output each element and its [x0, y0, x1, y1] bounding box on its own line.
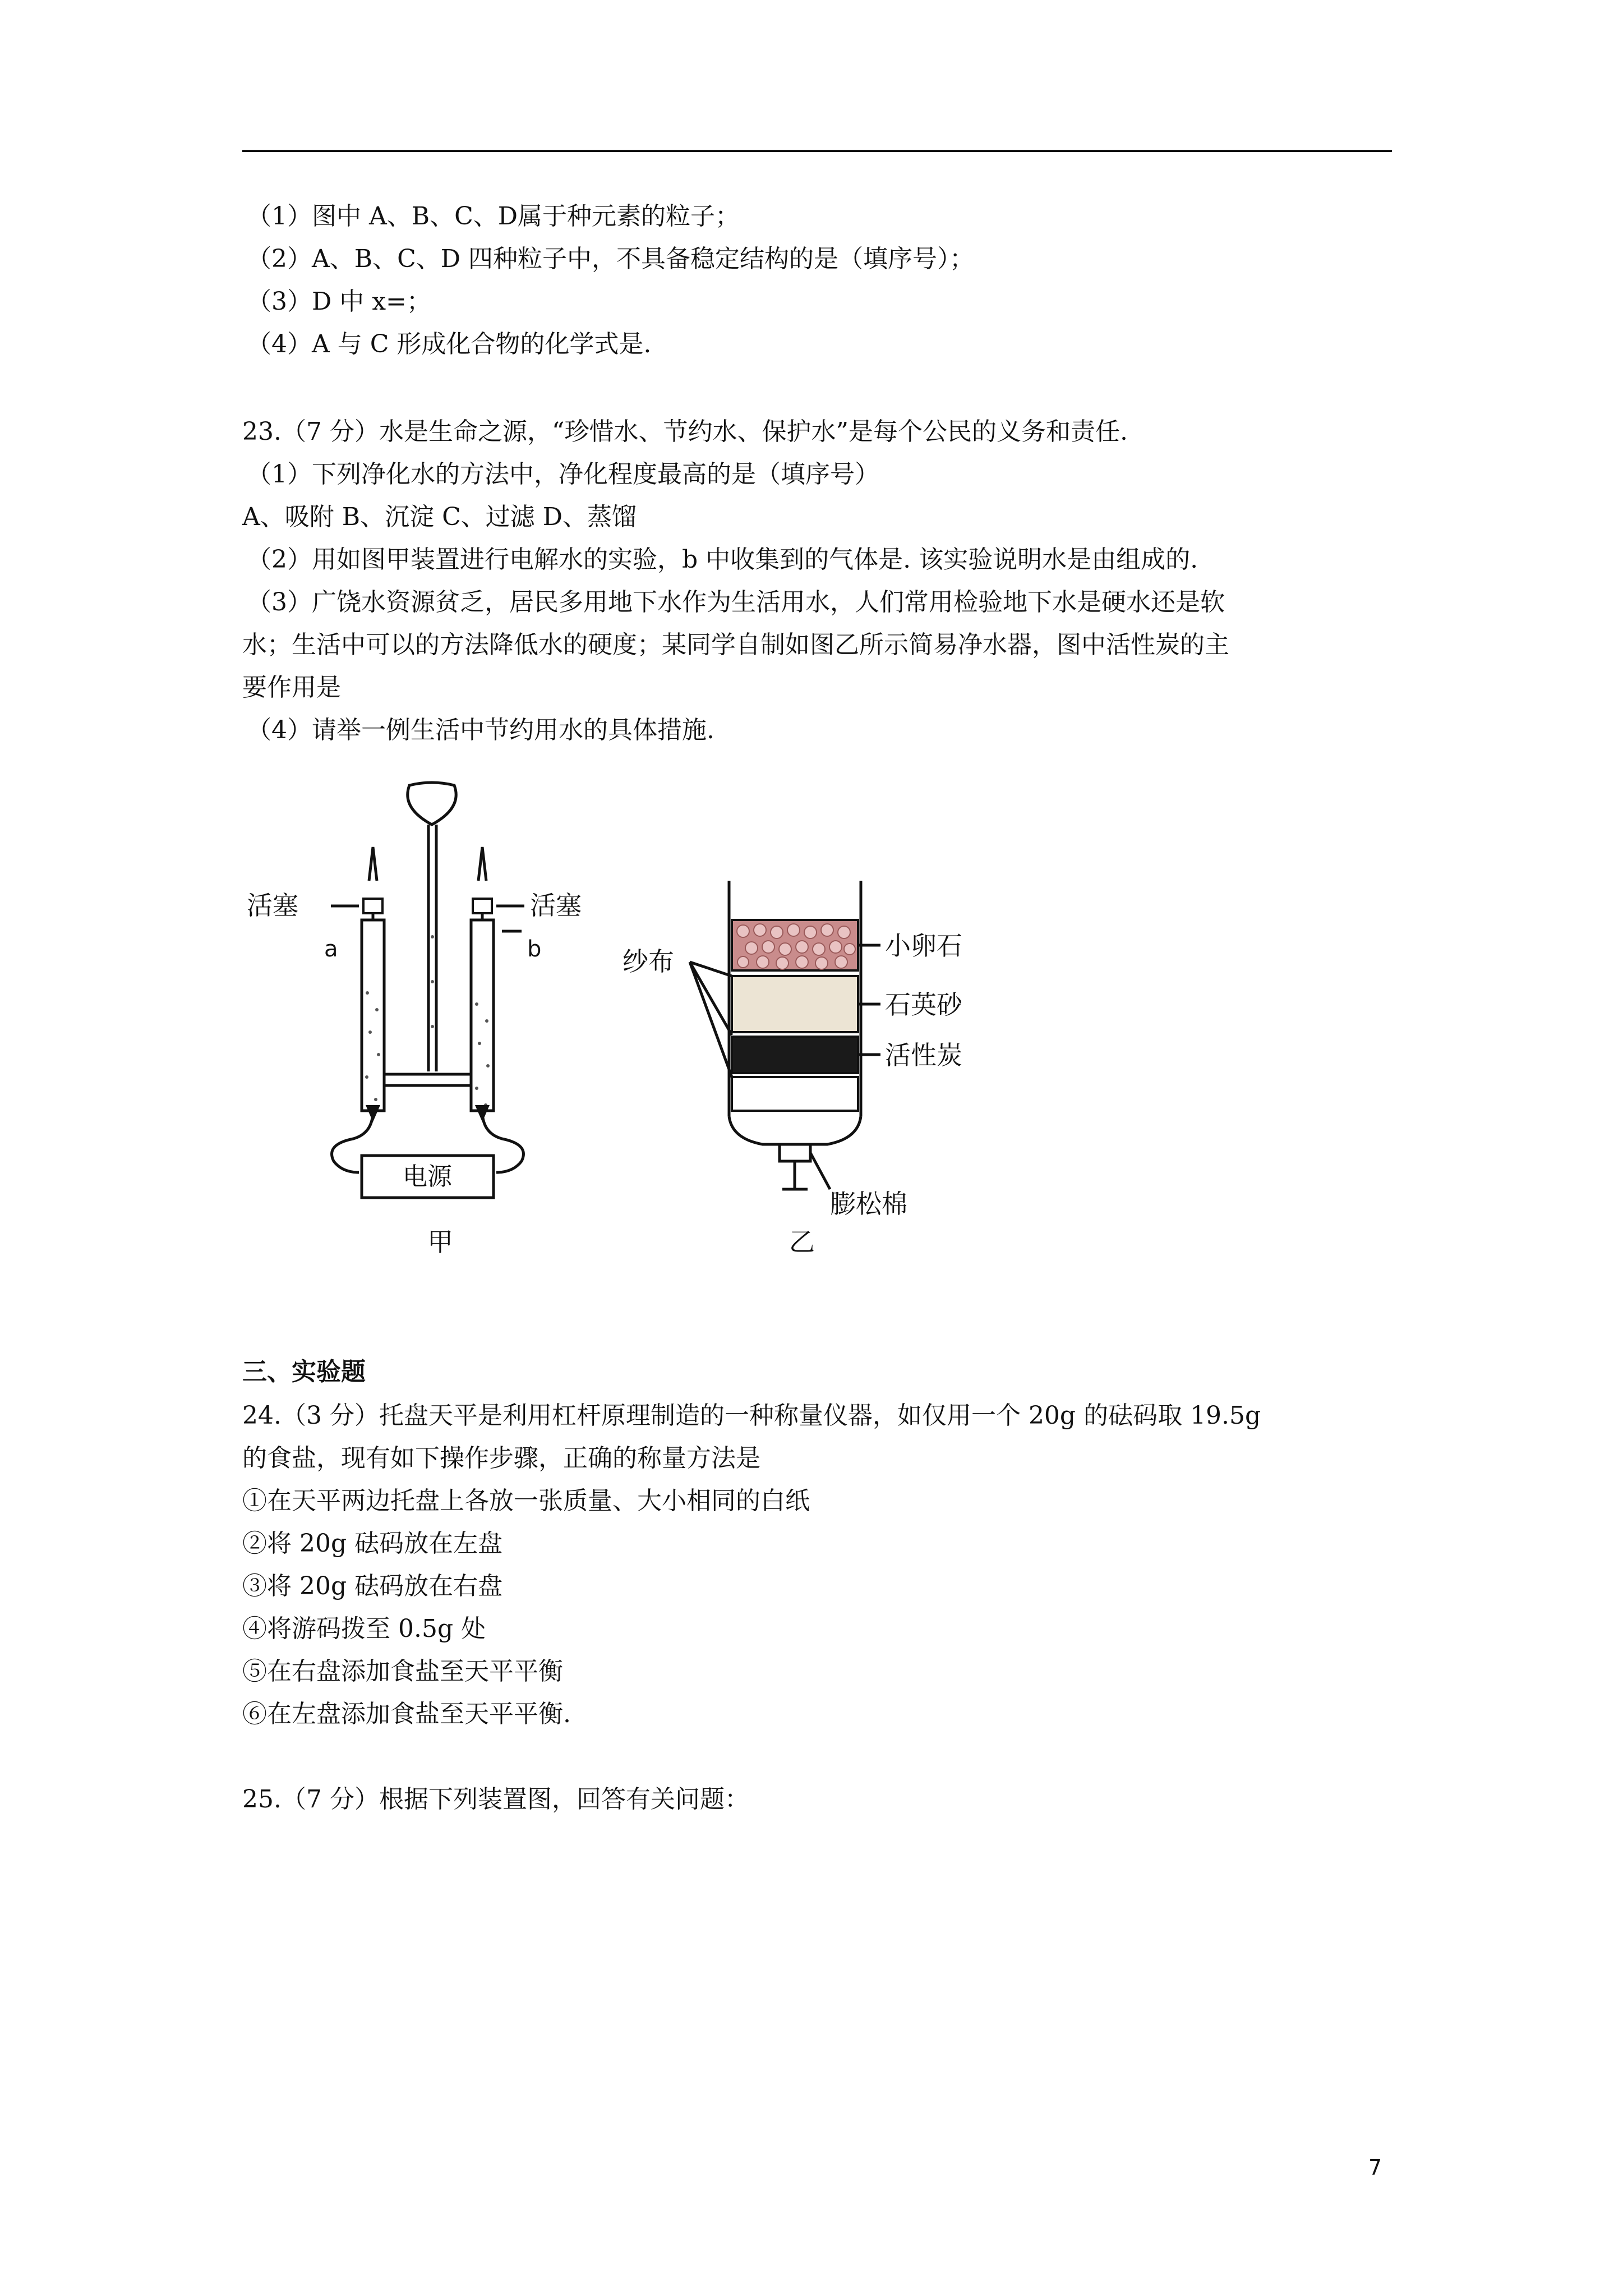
header-rule: [242, 150, 1392, 152]
q24-stem-line1: 24.（3 分）托盘天平是利用杠杆原理制造的一种称量仪器，如仅用一个 20g 的砝码取 19.5g: [242, 1401, 1261, 1430]
q24-step1: ①在天平两边托盘上各放一张质量、大小相同的白纸: [242, 1487, 810, 1515]
q22-part4: （4）A 与 C 形成化合物的化学式是.: [247, 330, 652, 358]
left-valve-label: 活塞: [247, 890, 298, 921]
page-number: 7: [1368, 2155, 1382, 2180]
sand-layer: [732, 976, 858, 1032]
section-heading-experiment: 三、实验题: [242, 1358, 366, 1386]
q22-part1: （1）图中 A、B、C、D属于种元素的粒子；: [247, 202, 740, 231]
right-valve-label: 活塞: [530, 890, 582, 921]
q24-step3: ③将 20g 砝码放在右盘: [242, 1572, 503, 1600]
tube-b-label: b: [527, 936, 542, 962]
sand-label: 石英砂: [885, 990, 962, 1020]
carbon-layer: [732, 1037, 858, 1073]
carbon-label: 活性炭: [885, 1040, 962, 1070]
q23-part2: （2）用如图甲装置进行电解水的实验，b 中收集到的气体是. 该实验说明水是由组成的.: [247, 545, 1198, 574]
q22-part3: （3）D 中 x=；: [247, 287, 431, 316]
q23-part3-line2: 水；生活中可以的方法降低水的硬度；某同学自制如图乙所示简易净水器，图中活性炭的主: [242, 631, 1229, 659]
q23-part3-line3: 要作用是: [242, 673, 341, 702]
q24-stem-line2: 的食盐，现有如下操作步骤，正确的称量方法是: [242, 1444, 760, 1473]
q23-part3-line1: （3）广饶水资源贫乏，居民多用地下水作为生活用水，人们常用检验地下水是硬水还是软: [247, 588, 1225, 616]
figure-jia-caption: 甲: [427, 1227, 453, 1257]
power-label: 电源: [403, 1162, 452, 1191]
q23-part1: （1）下列净化水的方法中，净化程度最高的是（填序号）: [247, 460, 879, 489]
cotton-layer: [732, 1077, 858, 1111]
tube-a-label: a: [324, 936, 338, 962]
figure-electrolysis: [241, 769, 634, 1262]
figure-yi-caption: 乙: [789, 1227, 815, 1257]
q24-step2: ②将 20g 砝码放在左盘: [242, 1529, 503, 1558]
q24-step4: ④将游码拨至 0.5g 处: [242, 1614, 486, 1643]
figure-water-purifier: [617, 875, 1009, 1268]
q25-stem: 25.（7 分）根据下列装置图，回答有关问题：: [242, 1785, 749, 1814]
gauze-label: 纱布: [623, 946, 674, 977]
q22-part2: （2）A、B、C、D 四种粒子中，不具备稳定结构的是（填序号）；: [247, 245, 975, 273]
q23-options: A、吸附 B、沉淀 C、过滤 D、蒸馏: [242, 503, 637, 531]
q23-stem: 23.（7 分）水是生命之源，“珍惜水、节约水、保护水”是每个公民的义务和责任.: [242, 417, 1128, 446]
q24-step6: ⑥在左盘添加食盐至天平平衡.: [242, 1700, 571, 1728]
q24-step5: ⑤在右盘添加食盐至天平平衡: [242, 1657, 563, 1686]
q23-part4: （4）请举一例生活中节约用水的具体措施.: [247, 716, 714, 744]
pebbles-label: 小卵石: [885, 931, 962, 961]
cotton-label: 膨松棉: [830, 1189, 907, 1219]
